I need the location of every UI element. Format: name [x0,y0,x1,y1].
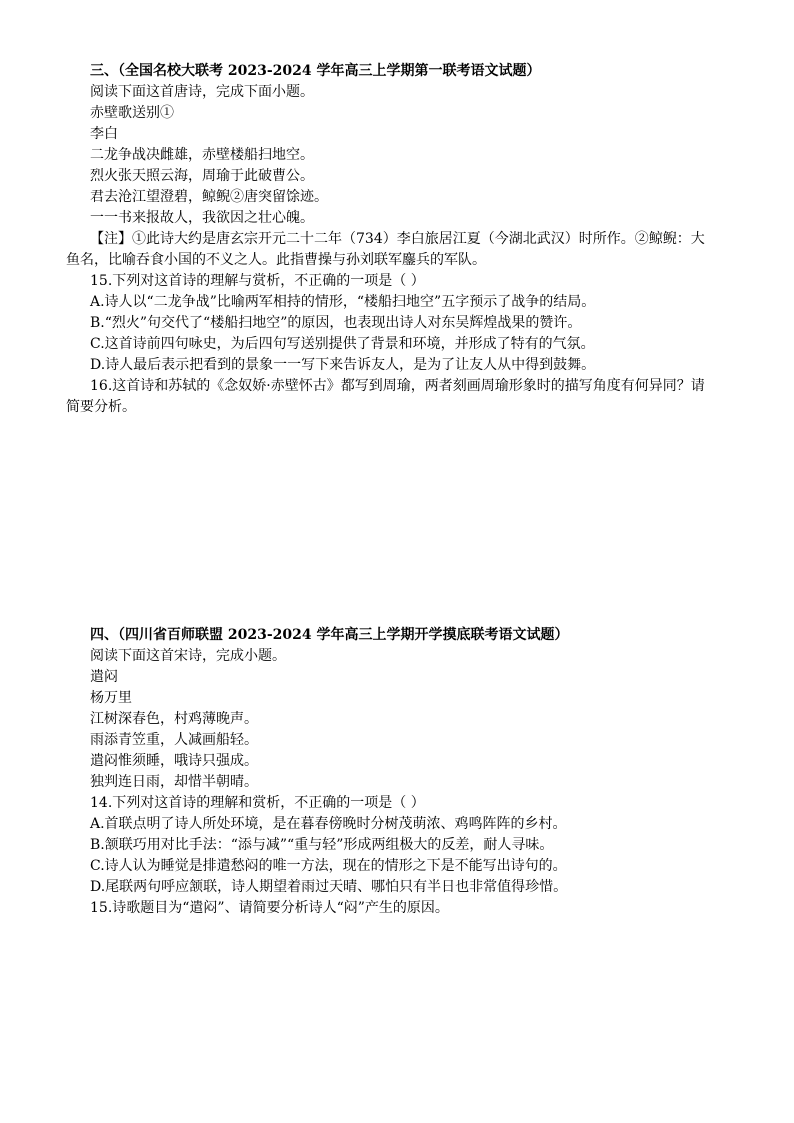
section4-intro: 阅读下面这首宋诗，完成小题。 [90,648,286,664]
section3-q15-option-b: B.“烈火”句交代了“楼船扫地空”的原因，也表现出诗人对东吴辉煌战果的赞许。 [90,315,582,331]
section3-poem-line: 一一书来报故人，我欲因之壮心魄。 [90,210,314,226]
section3-q15-option-d: D.诗人最后表示把看到的景象一一写下来告诉友人，是为了让友人从中得到鼓舞。 [90,357,596,373]
section3-q15: 15.下列对这首诗的理解与赏析，不正确的一项是（ ） [90,273,425,289]
section4-poem-line: 雨添青笠重，人减画船轻。 [90,732,258,748]
section3-poem-line: 二龙争战决雌雄，赤壁楼船扫地空。 [90,147,314,163]
section3-author: 李白 [90,126,118,142]
section3-header: 三、（全国名校大联考 2023-2024 学年高三上学期第一联考语文试题） [90,63,541,79]
section4-header: 四、（四川省百师联盟 2023-2024 学年高三上学期开学摸底联考语文试题） [90,627,569,643]
section4-q14-option-b: B.颔联巧用对比手法：“添与减”“重与轻”形成两组极大的反差，耐人寻味。 [90,837,554,853]
section4-poem-title: 遣闷 [90,669,118,685]
section4-q14-option-a: A.首联点明了诗人所处环境，是在暮春傍晚时分树茂萌浓、鸡鸣阵阵的乡村。 [90,816,567,832]
section3-poem-line: 君去沧江望澄碧，鲸鲵②唐突留馀迹。 [90,189,328,205]
section4-author: 杨万里 [90,690,132,706]
section4-q14-option-d: D.尾联两句呼应颔联，诗人期望着雨过天晴、哪怕只有半日也非常值得珍惜。 [90,879,568,895]
section4-q15: 15.诗歌题目为“遣闷”、请简要分析诗人“闷”产生的原因。 [90,900,449,916]
section3-q15-option-a: A.诗人以“二龙争战”比喻两军相持的情形，“楼船扫地空”五字预示了战争的结局。 [90,294,596,310]
section4-poem-line: 江树深春色，村鸡薄晚声。 [90,711,258,727]
section3-poem-line: 烈火张天照云海，周瑜于此破曹公。 [90,168,314,184]
section3-q16: 16.这首诗和苏轼的《念奴娇·赤壁怀古》都写到周瑜，两者刻画周瑜形象时的描写角度有何异同？请简要分析。 [66,378,705,415]
section4-poem-line: 遣闷惟须睡，哦诗只强成。 [90,753,258,769]
section4-poem-line: 独判连日雨，却惜半朝晴。 [90,774,258,790]
section4-q14-option-c: C.诗人认为睡觉是排遣愁闷的唯一方法，现在的情形之下是不能写出诗句的。 [90,858,567,874]
section3-intro: 阅读下面这首唐诗，完成下面小题。 [90,84,314,100]
section3-poem-title: 赤壁歌送别① [90,105,174,121]
section3-note: 【注】①此诗大约是唐玄宗开元二十二年（734）李白旅居江夏（今湖北武汉）时所作。②鲸鲵：大鱼名，比喻吞食小国的不义之人。此指曹操与孙刘联军鏖兵的军队。 [66,231,705,268]
section3-q15-option-c: C.这首诗前四句咏史，为后四句写送别提供了背景和环境，并形成了特有的气氛。 [90,336,595,352]
section4-q14: 14.下列对这首诗的理解和赏析，不正确的一项是（ ） [90,795,425,811]
